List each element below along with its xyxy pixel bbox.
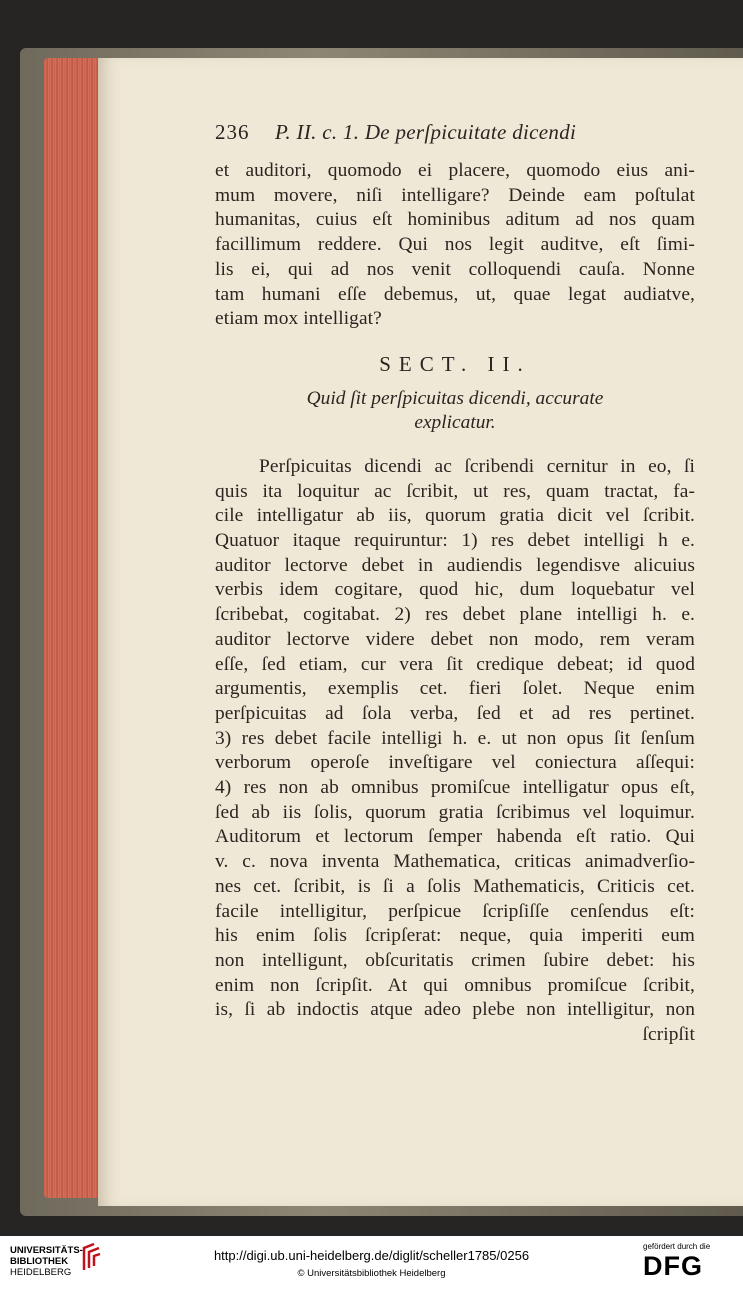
text-line: facile intelligitur, perſpicue ſcripſiſſe cenſendus eſt: bbox=[215, 900, 695, 922]
running-header bbox=[215, 120, 695, 145]
viewer-footer bbox=[0, 1236, 743, 1289]
funder-block bbox=[643, 1242, 733, 1281]
catchword: ſcripſit bbox=[642, 1024, 695, 1046]
text-line: ſcribebat, cogitabat. 2) res debet plane intelligi h. e. bbox=[215, 604, 695, 626]
section-subtitle bbox=[215, 387, 695, 435]
library-name-line: UNIVERSITÄTS- bbox=[10, 1245, 83, 1256]
text-line: eſſe, ſed etiam, cur vera ſit credique debeat; id quod bbox=[215, 653, 695, 675]
page-text bbox=[215, 120, 695, 1048]
funder-note: gefördert durch die bbox=[643, 1242, 711, 1251]
text-line: et auditori, quomodo ei placere, quomodo eius ani- bbox=[215, 160, 695, 181]
page-number: 236 bbox=[215, 120, 250, 144]
text-line: mum movere, niſi intelligare? Deinde eam poſtulat bbox=[215, 184, 695, 206]
text-line: lis ei, qui ad nos venit colloquendi cauſa. Nonne bbox=[215, 258, 695, 280]
text-line: etiam mox intelligat? bbox=[215, 308, 382, 330]
running-title: P. II. c. 1. De perſpicuitate dicendi bbox=[275, 120, 577, 144]
text-line: auditor lectorve debet in audiendis legendisve alicuius bbox=[215, 554, 695, 576]
dfg-logo: DFG bbox=[643, 1251, 703, 1281]
text-line: facillimum reddere. Qui nos legit auditve, eſt ſimi- bbox=[215, 234, 695, 256]
text-line: non intelligunt, obſcuritatis crimen ſubire debet: his bbox=[215, 949, 695, 971]
text-line: 4) res non ab omnibus promiſcue intelligatur opus eſt, bbox=[215, 777, 695, 799]
text-line: his enim ſolis ſcripſerat: neque, quia imperiti eum bbox=[215, 925, 695, 947]
text-line: nes cet. ſcribit, is ſi a ſolis Mathematicis, Criticis cet. bbox=[215, 875, 695, 897]
text-line: verbis idem cogitare, quod hic, dum loquebatur vel bbox=[215, 579, 695, 601]
section-heading: SECT. II. bbox=[379, 351, 531, 376]
text-line: perſpicuitas ad ſola verba, ſed et ad res pertinet. bbox=[215, 702, 695, 724]
copyright-notice: © Universitätsbibliothek Heidelberg bbox=[297, 1268, 446, 1279]
text-line: Quatuor itaque requiruntur: 1) res debet intelligi h e. bbox=[215, 530, 695, 552]
subtitle-line: Quid ſit perſpicuitas dicendi, accurate bbox=[306, 387, 604, 409]
paragraph-2 bbox=[215, 455, 695, 1048]
text-line: is, ſi ab indoctis atque adeo plebe non intelligitur, non bbox=[215, 999, 695, 1021]
text-line: tam humani eſſe debemus, ut, quae legat audiatve, bbox=[215, 283, 695, 305]
text-line: enim non ſcripſit. At qui omnibus promiſcue ſcribit, bbox=[215, 974, 695, 996]
text-line: verborum operoſe inveſtigare vel coniectura aſſequi: bbox=[215, 752, 695, 774]
library-name-line: BIBLIOTHEK bbox=[10, 1256, 69, 1267]
page-edges bbox=[44, 58, 100, 1198]
text-line: argumentis, exemplis cet. fieri ſolet. Neque enim bbox=[215, 678, 695, 700]
text-line: quis ita loquitur ac ſcribit, ut res, quam tractat, fa- bbox=[215, 480, 695, 502]
text-line: ſed ab iis ſolis, quorum gratia ſcribimus vel loquimur. bbox=[215, 801, 695, 823]
text-line: cile intelligatur ab iis, quorum gratia dicit vel ſcribit. bbox=[215, 505, 695, 527]
text-line: 3) res debet facile intelligi h. e. ut non opus ſit ſenſum bbox=[215, 727, 695, 749]
text-line: humanitas, cuius eſt hominibus aditum ad nos quam bbox=[215, 209, 695, 231]
subtitle-line: explicatur. bbox=[414, 411, 496, 433]
library-name-line: HEIDELBERG bbox=[10, 1267, 72, 1278]
paragraph-1 bbox=[215, 159, 695, 332]
permalink-url[interactable]: http://digi.ub.uni-heidelberg.de/diglit/scheller1785/0256 bbox=[213, 1248, 530, 1263]
text-line: Perſpicuitas dicendi ac ſcribendi cernitur in eo, ſi bbox=[259, 455, 695, 477]
text-line: auditor lectorve videre debet non modo, rem veram bbox=[215, 628, 695, 650]
text-line: v. c. nova inventa Mathematica, criticas animadverſio- bbox=[215, 851, 695, 873]
text-line: Auditorum et lectorum ſemper habenda eſt ratio. Qui bbox=[215, 826, 695, 848]
